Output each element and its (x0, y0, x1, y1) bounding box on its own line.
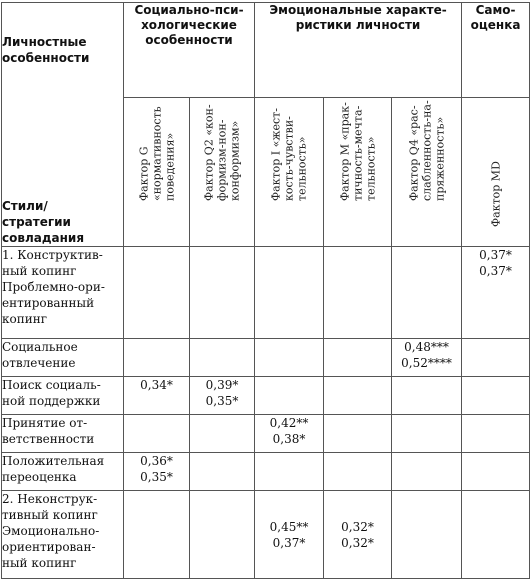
correlation-cell (462, 247, 530, 339)
correlation-cell (124, 247, 190, 339)
factor-header-line: слабленность-на- (420, 100, 434, 201)
corner-header-coping (2, 98, 124, 247)
row-label (2, 415, 124, 453)
group-header-self-esteem (462, 3, 530, 98)
correlation-cell (462, 491, 530, 579)
correlation-value: 0,36* (140, 454, 173, 468)
row-label-line: ный копинг (2, 264, 77, 278)
row-label (2, 491, 124, 579)
row-label-line: ной поддержки (2, 394, 101, 408)
factor-header-2 (190, 98, 255, 247)
table-row (2, 377, 530, 415)
factor-header-line: Фактор MD (489, 161, 503, 227)
factor-header-line: формизм-нон- (215, 119, 229, 201)
factor-header-line: «нормативность (150, 106, 163, 201)
correlation-cell (392, 377, 462, 415)
factor-header-line: тельность» (295, 136, 309, 201)
correlation-cell (462, 453, 530, 491)
group-header-line: оценка (470, 18, 521, 32)
correlation-cell (324, 491, 392, 579)
factor-header-line: Фактор I «жест- (269, 108, 283, 201)
row-label (2, 453, 124, 491)
factor-header-1 (124, 98, 190, 247)
row-label-line: Поиск социаль- (2, 378, 101, 392)
factor-header-line: кость-чувстви- (282, 116, 296, 201)
table-row (2, 453, 530, 491)
correlation-cell (190, 453, 255, 491)
table-row (2, 247, 530, 339)
correlation-cell (324, 247, 392, 339)
correlation-cell (124, 453, 190, 491)
correlation-cell (124, 415, 190, 453)
row-label (2, 377, 124, 415)
correlation-cell (324, 339, 392, 377)
group-header-line: Эмоциональные характе- (269, 3, 447, 17)
correlation-cell (190, 415, 255, 453)
factor-header-5 (392, 98, 462, 247)
correlation-cell (190, 377, 255, 415)
correlation-cell (190, 247, 255, 339)
correlation-cell (124, 377, 190, 415)
correlation-cell (462, 377, 530, 415)
factor-header-3 (255, 98, 324, 247)
group-header-line: Социально-пси- (134, 3, 244, 17)
correlation-cell (124, 339, 190, 377)
factor-header-line: Фактор Q4 «рас- (407, 105, 421, 201)
factor-header-6 (462, 98, 530, 247)
correlation-cell (392, 491, 462, 579)
row-label-line: переоценка (2, 470, 77, 484)
corner-bottom-line: стратегии (2, 215, 71, 229)
factor-header-text (489, 98, 502, 228)
factor-header-text (407, 98, 446, 202)
correlation-cell (392, 339, 462, 377)
correlation-cell (255, 377, 324, 415)
corner-bottom-line: совладания (2, 231, 85, 245)
correlation-value: 0,52**** (401, 356, 452, 370)
row-label (2, 339, 124, 377)
row-label-line: Принятие от- (2, 416, 88, 430)
corner-top-line: особенности (2, 51, 90, 66)
correlation-cell (190, 339, 255, 377)
correlation-cell (462, 415, 530, 453)
factor-header-line: Фактор G (137, 146, 150, 201)
corner-top-line: Личностные (2, 35, 87, 50)
row-label-line: ентированный (2, 296, 95, 310)
correlation-cell (255, 247, 324, 339)
factor-header-text (270, 98, 309, 202)
group-header-line: Само- (475, 3, 516, 17)
row-label-line: 2. Неконструк- (2, 492, 98, 506)
corner-bottom-line: Стили/ (2, 199, 48, 213)
correlation-cell (324, 415, 392, 453)
table-row (2, 415, 530, 453)
factor-header-line: тичность-мечта- (351, 105, 365, 201)
correlation-table (1, 2, 530, 579)
row-label-line: тивный копинг (2, 508, 98, 522)
factor-header-line: пряженность» (433, 116, 447, 201)
correlation-cell (392, 247, 462, 339)
correlation-cell (462, 339, 530, 377)
group-header-emotional (255, 3, 462, 98)
row-label-line: Социальное (2, 340, 78, 354)
factor-header-line: Фактор Q2 «кон- (202, 104, 216, 201)
correlation-value: 0,34* (140, 378, 173, 392)
row-label-line: ориентирован- (2, 540, 96, 554)
correlation-value: 0,42** (269, 416, 309, 430)
factor-header-line: поведения» (163, 132, 176, 201)
correlation-value: 0,37* (479, 248, 512, 262)
row-label-line: Положительная (2, 454, 105, 468)
row-label-line: отвлечение (2, 356, 76, 370)
correlation-value: 0,37* (479, 264, 512, 278)
correlation-cell (124, 491, 190, 579)
row-label-line: ветственности (2, 432, 95, 446)
correlation-cell (255, 415, 324, 453)
table-row (2, 339, 530, 377)
correlation-cell (392, 415, 462, 453)
group-header-line: хологические (141, 18, 237, 32)
correlation-cell (255, 453, 324, 491)
row-label-line: 1. Конструктив- (2, 248, 103, 262)
factor-header-line: Фактор M «прак- (338, 102, 352, 201)
correlation-value: 0,32* (341, 535, 374, 550)
correlation-cell (324, 377, 392, 415)
row-label-line: Эмоционально- (2, 524, 100, 538)
row-label-line: ный копинг (2, 556, 77, 570)
correlation-cell (392, 453, 462, 491)
factor-header-text (338, 98, 377, 202)
group-header-social (124, 3, 255, 98)
correlation-value: 0,45** (269, 519, 309, 534)
factor-header-text (203, 98, 242, 202)
corner-header-personality (2, 3, 124, 98)
row-label-line: Проблемно-ори- (2, 280, 105, 294)
correlation-value: 0,35* (140, 470, 173, 484)
correlation-cell (255, 491, 324, 579)
group-header-line: ристики личности (295, 18, 421, 32)
correlation-value: 0,32* (341, 519, 374, 534)
factor-header-4 (324, 98, 392, 247)
table-row (2, 491, 530, 579)
factor-header-text (137, 98, 176, 202)
correlation-value: 0,39* (205, 378, 239, 392)
group-header-line: особенности (145, 33, 233, 47)
correlation-cell (324, 453, 392, 491)
correlation-value: 0,38* (272, 432, 306, 446)
row-label (2, 247, 124, 339)
correlation-value: 0,48*** (404, 340, 449, 354)
factor-header-line: тельность» (364, 136, 378, 201)
factor-header-line: конформизм» (228, 120, 242, 201)
correlation-cell (190, 491, 255, 579)
row-label-line: копинг (2, 312, 48, 326)
correlation-cell (255, 339, 324, 377)
correlation-value: 0,37* (272, 535, 306, 550)
correlation-value: 0,35* (205, 394, 239, 408)
